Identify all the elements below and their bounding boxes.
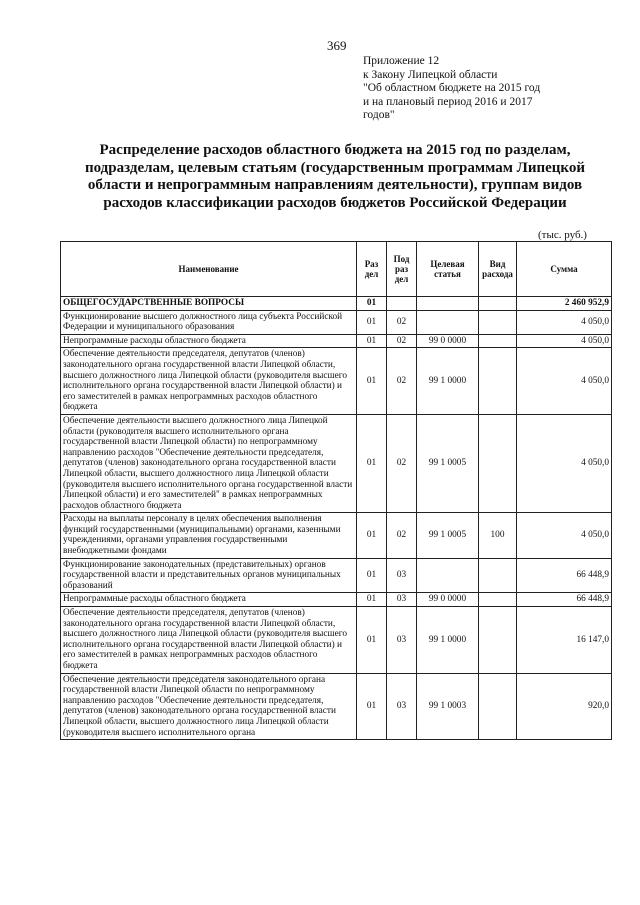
row-sum: 2 460 952,9 [517,297,612,311]
header-vid: Вид расхода [479,242,517,297]
appendix-caption [363,55,603,123]
table-row [61,297,612,311]
table-row [61,348,612,415]
row-target: 99 1 0005 [417,513,479,558]
table-row [61,673,612,740]
units-label: (тыс. руб.) [538,229,587,241]
header-podrazdel: Под раз дел [387,242,417,297]
row-vid [479,310,517,334]
appendix-line: к Закону Липецкой области [363,68,498,81]
row-target: 99 1 0000 [417,348,479,415]
appendix-line: Приложение 12 [363,55,440,67]
table-row [61,558,612,593]
row-razdel: 01 [357,593,387,607]
row-razdel: 01 [357,513,387,558]
row-target: 99 0 0000 [417,593,479,607]
header-name: Наименование [61,242,357,297]
row-razdel: 01 [357,334,387,348]
row-razdel: 01 [357,348,387,415]
row-name: Расходы на выплаты персоналу в целях обеспечения выполнения функций государственными (муниципальными) органами, казенными учреждениями, органами управления государственными внебюджетными фондами [61,513,357,558]
row-sum: 4 050,0 [517,513,612,558]
row-sum: 4 050,0 [517,348,612,415]
table-row [61,513,612,558]
row-vid [479,334,517,348]
row-target [417,558,479,593]
row-sum: 66 448,9 [517,593,612,607]
row-vid [479,348,517,415]
row-vid [479,593,517,607]
row-razdel: 01 [357,558,387,593]
table-row [61,334,612,348]
appendix-line: "Об областном бюджете на 2015 год [363,82,541,95]
row-vid [479,297,517,311]
header-razdel: Раз дел [357,242,387,297]
row-target: 99 0 0000 [417,334,479,348]
appendix-line: и на плановый период 2016 и 2017 [363,95,533,108]
row-vid [479,607,517,674]
row-name: Обеспечение деятельности председателя законодательного органа государственной власти Липецкой области по непрограммному направлению расходов "Обеспечение деятельности председателя, депутатов (членов) законодательного органа государственной власти Липецкой области, высшего должностного лица Липецкой области (руководителя высшего исполнительного органа [61,673,357,740]
row-razdel: 01 [357,297,387,311]
header-target: Целевая статья [417,242,479,297]
row-razdel: 01 [357,310,387,334]
header-sum: Сумма [517,242,612,297]
row-podrazdel: 03 [387,593,417,607]
table-row [61,593,612,607]
row-name: Обеспечение деятельности председателя, депутатов (членов) законодательного органа государственной власти Липецкой области, высшего должностного лица Липецкой области (руководителя высшего исполнительного органа государственной власти Липецкой области) и его заместителей в рамках непрограммных расходов областного бюджета [61,607,357,674]
row-podrazdel [387,297,417,311]
row-name: Непрограммные расходы областного бюджета [61,593,357,607]
document-title: Распределение расходов областного бюджета на 2015 год по разделам, подразделам, целевым статьям (государственным программам Липецкой области и непрограммным направлениям деятельности), группам видов расходов классификации расходов бюджетов Российской Федерации [84,142,586,211]
row-podrazdel: 02 [387,414,417,512]
row-podrazdel: 03 [387,607,417,674]
row-razdel: 01 [357,607,387,674]
row-target: 99 1 0005 [417,414,479,512]
row-sum: 66 448,9 [517,558,612,593]
table-header-row [61,242,612,297]
row-razdel: 01 [357,673,387,740]
row-vid [479,673,517,740]
row-podrazdel: 02 [387,310,417,334]
row-name: Обеспечение деятельности высшего должностного лица Липецкой области (руководителя высшего исполнительного органа государственной власти Липецкой области) по непрограммному направлению расходов "Обеспечение деятельности председателя, депутатов (членов) законодательного органа государственной власти Липецкой области, высшего должностного лица Липецкой области (руководителя высшего исполнительного органа государственной власти Липецкой области) и его заместителей" в рамках непрограммных расходов областного бюджета [61,414,357,512]
row-name: ОБЩЕГОСУДАРСТВЕННЫЕ ВОПРОСЫ [61,297,357,311]
row-target: 99 1 0003 [417,673,479,740]
table-row [61,607,612,674]
row-podrazdel: 03 [387,673,417,740]
table-row [61,310,612,334]
row-sum: 4 050,0 [517,414,612,512]
row-target [417,297,479,311]
row-name: Функционирование законодательных (представительных) органов государственной власти и представительных органов муниципальных образований [61,558,357,593]
row-vid [479,558,517,593]
row-name: Непрограммные расходы областного бюджета [61,334,357,348]
row-podrazdel: 02 [387,513,417,558]
row-name: Функционирование высшего должностного лица субъекта Российской Федерации и муниципального образования [61,310,357,334]
page-number: 369 [327,38,347,53]
row-sum: 4 050,0 [517,310,612,334]
row-vid [479,414,517,512]
table-row [61,414,612,512]
row-name: Обеспечение деятельности председателя, депутатов (членов) законодательного органа государственной власти Липецкой области, высшего должностного лица Липецкой области (руководителя высшего исполнительного органа государственной власти Липецкой области) и его заместителей в рамках непрограммных расходов областного бюджета [61,348,357,415]
row-podrazdel: 03 [387,558,417,593]
row-sum: 920,0 [517,673,612,740]
row-podrazdel: 02 [387,348,417,415]
row-podrazdel: 02 [387,334,417,348]
row-sum: 4 050,0 [517,334,612,348]
row-target [417,310,479,334]
row-vid: 100 [479,513,517,558]
row-razdel: 01 [357,414,387,512]
row-sum: 16 147,0 [517,607,612,674]
appendix-line: годов" [363,109,395,122]
row-target: 99 1 0000 [417,607,479,674]
budget-table [60,241,612,740]
